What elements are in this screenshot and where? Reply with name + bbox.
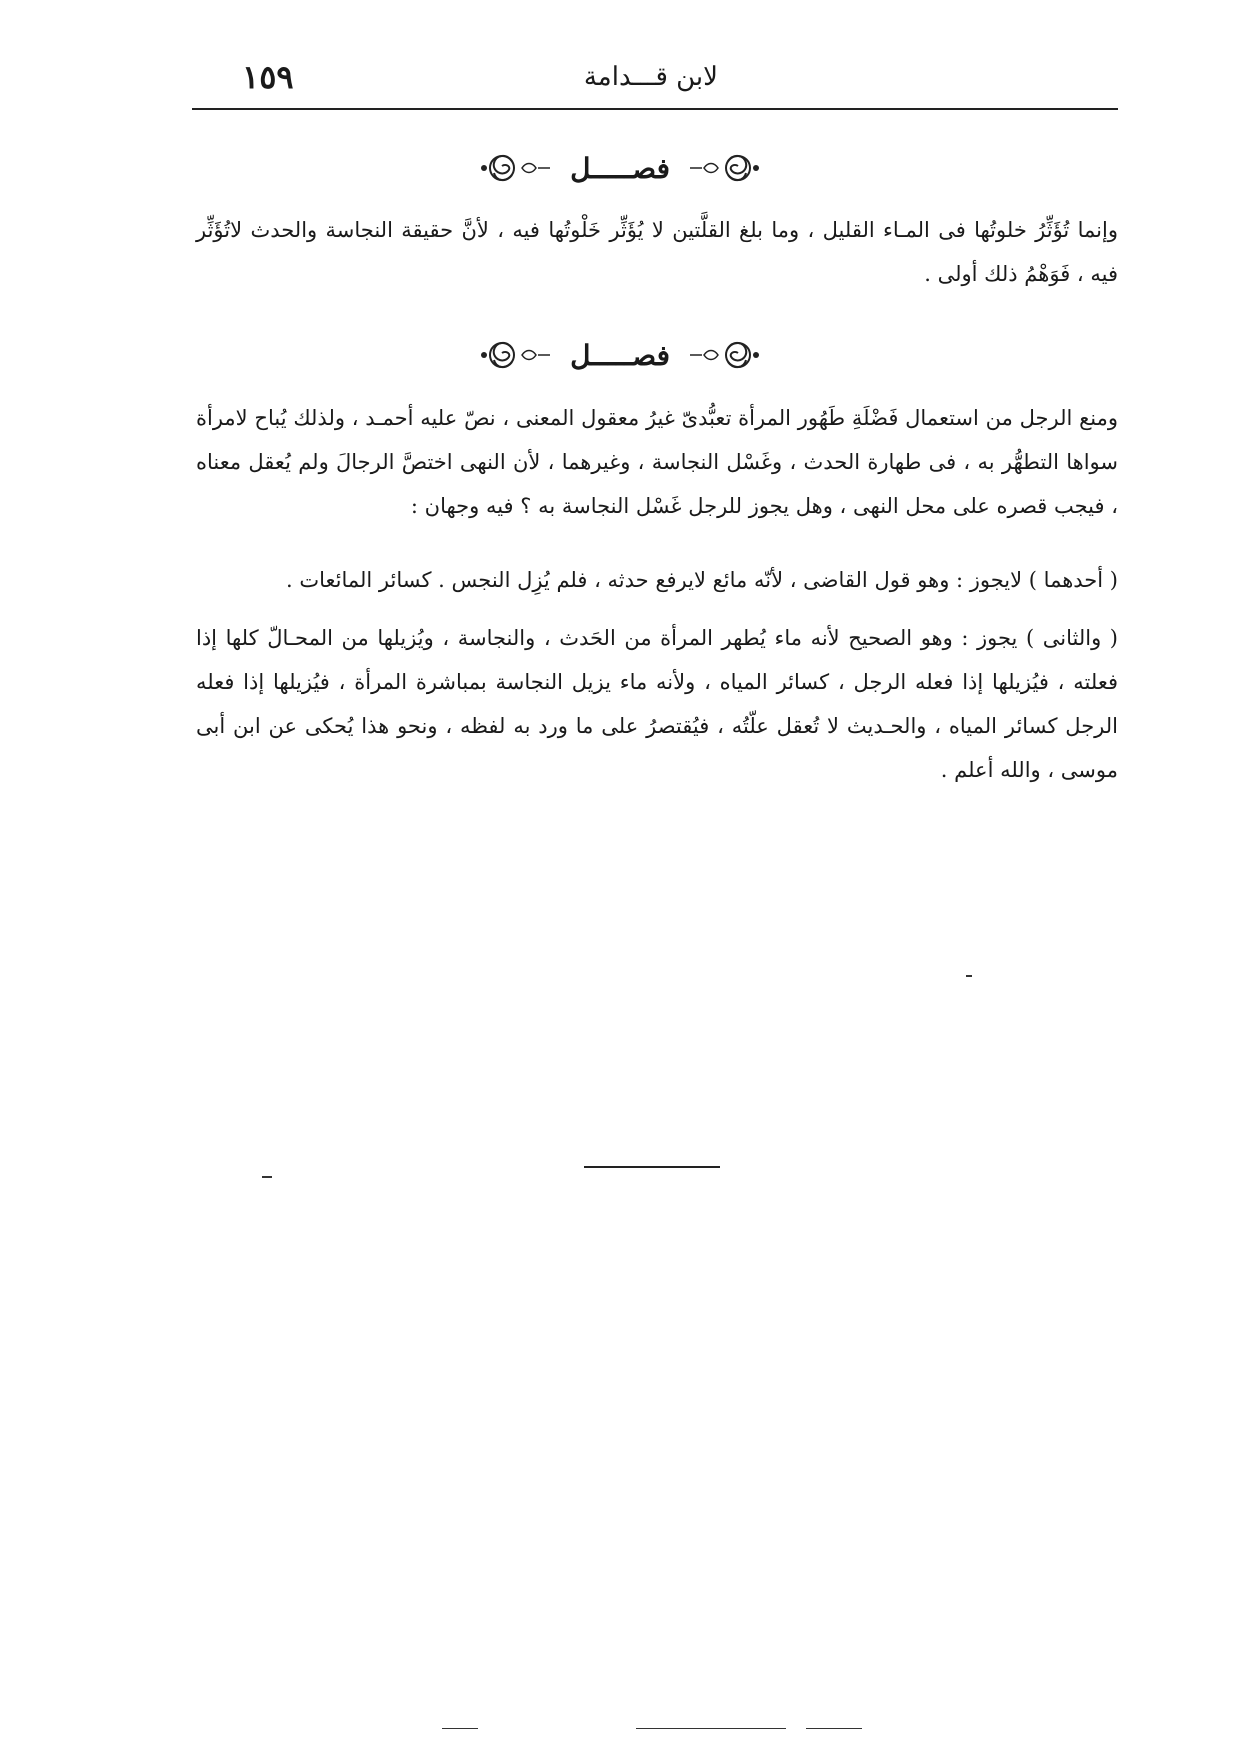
- ornament-left-icon: [478, 151, 552, 185]
- scan-speck: [262, 1176, 272, 1178]
- paragraph: وإنما تُؤَثِّرُ خلوتُها فى المـاء القليل ، وما بلغ القلَّتين لا يُؤَثِّر خَلْوتُها فيه ، لأنَّ حقيقة النجاسة والحدث لاتُؤَثِّر فيه ، فَوَهْمُ ذلك أولى .: [196, 218, 1118, 286]
- section-2-body: [196, 396, 1118, 528]
- scan-speck: [636, 1728, 786, 1729]
- scan-speck: [806, 1728, 862, 1729]
- running-title: لابن قـــدامة: [583, 62, 718, 92]
- header-rule: [192, 108, 1118, 110]
- section-heading-text: فصـــــل: [570, 338, 670, 372]
- end-of-text-rule: [584, 1166, 720, 1168]
- scan-speck: [966, 975, 972, 977]
- section-heading-text: فصـــــل: [570, 151, 670, 185]
- ornament-left-icon: [478, 338, 552, 372]
- section-2-body: [196, 558, 1118, 602]
- section-heading-1: [420, 146, 820, 190]
- scan-speck: [442, 1728, 478, 1729]
- page-header: [192, 58, 1118, 106]
- page-number: ١٥٩: [242, 58, 294, 96]
- ornament-right-icon: [688, 151, 762, 185]
- section-1-body: [196, 208, 1118, 296]
- section-heading-2: [420, 333, 820, 377]
- paragraph: ( والثانى ) يجوز : وهو الصحيح لأنه ماء يُطهر المرأة من الحَدث ، والنجاسة ، ويُزيلها من المحـالّ كلها إذا فعلته ، فيُزيلها إذا فعله الرجل ، كسائر المياه ، ولأنه ماء يزيل النجاسة بمباشرة المرأة ، فيُزيلها إذا فعله الرجل كسائر المياه ، والحـديث لا تُعقل علّتُه ، فيُقتصرُ على ما ورد به لفظه ، ونحو هذا يُحكى عن ابن أبى موسى ، والله أعلم .: [196, 626, 1118, 782]
- paragraph: ومنع الرجل من استعمال فَضْلَةِ طَهُور المرأة تعبُّدىّ غيرُ معقول المعنى ، نصّ عليه أحمـد ، ولذلك يُباح لامرأة سواها التطهُّر به ، فى طهارة الحدث ، وغَسْل النجاسة ، وغيرهما ، لأن النهى اختصَّ الرجالَ ولم يُعقل معناه ، فيجب قصره على محل النهى ، وهل يجوز للرجل غَسْل النجاسة به ؟ فيه وجهان :: [196, 406, 1118, 518]
- ornament-right-icon: [688, 338, 762, 372]
- paragraph: ( أحدهما ) لايجوز : وهو قول القاضى ، لأنّه مائع لايرفع حدثه ، فلم يُزِل النجس . كسائر المائعات .: [285, 568, 1118, 592]
- section-2-body: [196, 616, 1118, 792]
